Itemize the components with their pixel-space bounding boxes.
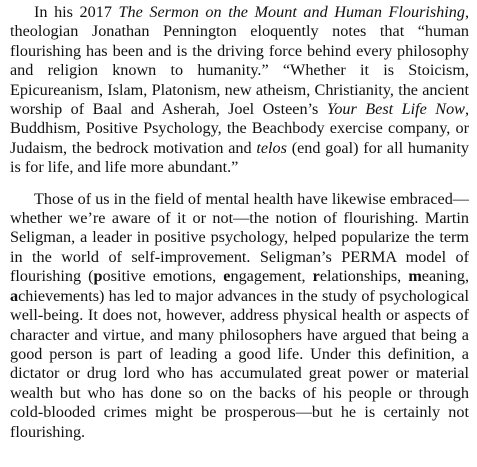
document-page (10, 3, 469, 442)
text-run: elationships, (319, 267, 409, 286)
perma-letter-p: p (93, 267, 103, 286)
text-run: , theologian Jonathan Pennington eloquently notes that “human flourishing has been and is the driving force behind every philosophy and religion known to humanity.” “Whether it is Stoicism, Epicureanism, Islam, Platonism, new atheism, Christianity, the ancient worship of Baal and Asherah, Joel Osteen’s (10, 3, 470, 119)
text-run: eaning, (421, 267, 469, 286)
paragraph-pennington-quote (10, 3, 469, 178)
term-telos: telos (256, 138, 287, 157)
perma-letter-e: e (223, 267, 231, 286)
text-run: Those of us in the field of mental health have likewise embraced—whether we’re aware of it or not—the notion of flourishing. Martin Seligman, a leader in positive psychology, helped popularize the term in the world of self-improvement. Seligman’s PERMA model of flourishing ( (10, 189, 469, 286)
book-title-your-best-life-now: Your Best Life Now (326, 100, 465, 119)
perma-letter-a: a (10, 286, 19, 305)
text-run: ositive emotions, (102, 267, 224, 286)
text-run: chievements) has led to major advances in the study of psychological well-being. It does not, however, address physical health or aspects of character and virtue, and many philosophers have argued that being a good person is part of leading a good life. Under this definition, a dictator or drug lord who has accumulated great power or material wealth but who has done so on the backs of his people or through cold-blooded crimes might be prosperous—but he is certainly not flourishing. (10, 286, 469, 441)
text-run: , Buddhism, Positive Psychology, the Beachbody exercise company, or Judaism, the bedrock motivation and (10, 100, 470, 157)
text-run: In his 2017 (34, 3, 119, 21)
book-title-sermon-on-the-mount: The Sermon on the Mount and Human Flourishing (118, 3, 465, 21)
perma-letter-m: m (408, 267, 422, 286)
perma-letter-r: r (312, 267, 320, 286)
text-run: (end goal) for all humanity is for life, and life more abundant.” (10, 138, 469, 177)
text-run: ngagement, (230, 267, 313, 286)
paragraph-perma-model (10, 190, 469, 442)
